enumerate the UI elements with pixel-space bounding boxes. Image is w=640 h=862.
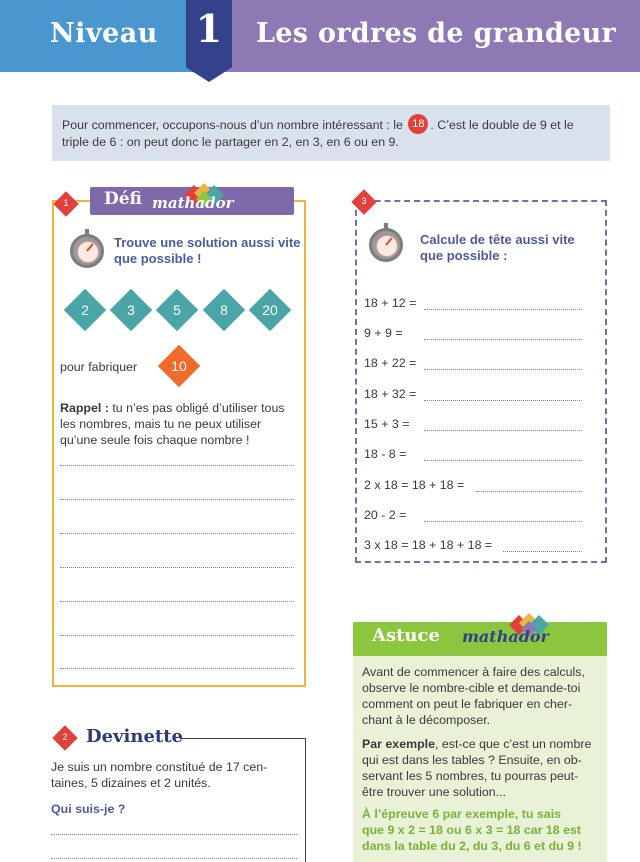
astuce-para3-line3: dans la table du 2, du 3, du 6 et du 9 ! [362,839,582,853]
defi-instruction-line2: que possible ! [114,251,202,266]
astuce-para3-line2: que 9 x 2 = 18 ou 6 x 3 = 18 car 18 est [362,823,582,837]
astuce-para1-line3: comment on peut le fabriquer en cher- [362,697,573,711]
niveau-number: 1 [195,6,223,51]
calc-row-6: 18 - 8 = [364,447,407,461]
defi-number-3: 5 [173,302,181,318]
defi-instruction-line1: Trouve une solution aussi vite [114,235,301,250]
devinette-question: Qui suis-je ? [51,802,126,816]
astuce-para3-line1: À l’épreuve 6 par exemple, tu sais [362,807,562,821]
astuce-title: Astuce [372,625,440,646]
defi-rappel-line3: qu’une seule fois chaque nombre ! [60,433,250,447]
stopwatch-icon [70,234,104,268]
astuce-example-label: Par exemple [362,737,436,751]
calc-answer-line[interactable] [424,339,582,340]
calc-row-3: 18 + 22 = [364,356,417,370]
intro-box [52,105,610,161]
calcul-badge-number: 3 [361,196,367,206]
calc-row-1: 18 + 12 = [364,296,417,310]
answer-line[interactable] [60,668,294,669]
calc-answer-line[interactable] [424,521,582,522]
astuce-para2-line4: être trouver une solution... [362,785,506,799]
astuce-para2-line1 [362,736,602,752]
defi-title: Défi [104,189,142,209]
devinette-answer-line[interactable] [51,858,297,859]
intro-number-badge: 18 [408,114,428,134]
defi-number-4: 8 [220,302,228,318]
calc-answer-line[interactable] [424,400,582,401]
defi-number-1: 2 [81,302,89,318]
answer-line[interactable] [60,567,294,568]
niveau-label: Niveau [50,18,158,49]
calc-row-8: 20 - 2 = [364,508,407,522]
devinette-rule [180,738,306,739]
calc-row-4: 18 + 32 = [364,387,417,401]
answer-line[interactable] [60,465,294,466]
calcul-instruction-line1: Calcule de tête aussi vite [420,232,575,247]
stopwatch-hand [385,237,392,245]
calc-answer-line[interactable] [424,460,582,461]
devinette-line1: Je suis un nombre constitué de 17 cen- [51,760,268,774]
defi-target-number: 10 [171,358,187,374]
defi-number-2: 3 [127,302,135,318]
defi-number-5: 20 [262,302,278,318]
calc-row-5: 15 + 3 = [364,417,410,431]
astuce-para1-line2: observe le nombre-cible et demande-toi [362,681,581,695]
astuce-para1-line1: Avant de commencer à faire des calculs, [362,665,585,679]
devinette-rule-vertical [305,738,306,862]
stopwatch-hand [86,243,93,251]
calc-row-9: 3 x 18 = 18 + 18 + 18 = [364,538,493,552]
defi-rappel-line2: les nombres, mais tu ne peux utiliser [60,417,262,431]
answer-line[interactable] [60,635,294,636]
defi-target-label: pour fabriquer [60,360,138,374]
rappel-text1: tu n’es pas obligé d’utiliser tous [112,401,285,415]
astuce-para2-line1-rest: , est-ce que c’est un nombre [435,737,592,751]
intro-text-before: Pour commencer, occupons-nous d’un nombre intéressant : le [62,118,403,132]
astuce-logo-text: mathador [462,627,549,646]
page-title: Les ordres de grandeur [256,18,617,49]
devinette-answer-line[interactable] [51,834,297,835]
answer-line[interactable] [60,601,294,602]
devinette-badge-number: 2 [62,732,68,742]
devinette-line2: taines, 5 dizaines et 2 unités. [51,776,211,790]
answer-line[interactable] [60,533,294,534]
defi-logo-text: mathador [152,194,234,212]
defi-rappel-line1 [60,400,300,416]
calcul-instruction-line2: que possible : [420,248,508,263]
devinette-title: Devinette [86,726,183,747]
defi-badge-number: 1 [63,198,69,208]
astuce-para1-line4: chant à le décomposer. [362,713,491,727]
calc-answer-line[interactable] [503,551,582,552]
rappel-label: Rappel : [60,401,109,415]
stopwatch-icon [369,228,403,262]
calc-answer-line[interactable] [424,430,582,431]
answer-line[interactable] [60,499,294,500]
calc-row-2: 9 + 9 = [364,326,403,340]
calc-answer-line[interactable] [424,309,582,310]
calc-answer-line[interactable] [476,491,582,492]
intro-text-after: . C’est le double de 9 et le triple de 6 : on peut donc le partager en 2, en 3, en 6 ou en 9. [62,118,574,150]
calc-answer-line[interactable] [424,369,582,370]
astuce-para2-line3: servant les 5 nombres, tu pourras peut- [362,769,579,783]
calc-row-7: 2 x 18 = 18 + 18 = [364,478,465,492]
astuce-para2-line2: qui est dans les tables ? Ensuite, en ob- [362,753,582,767]
